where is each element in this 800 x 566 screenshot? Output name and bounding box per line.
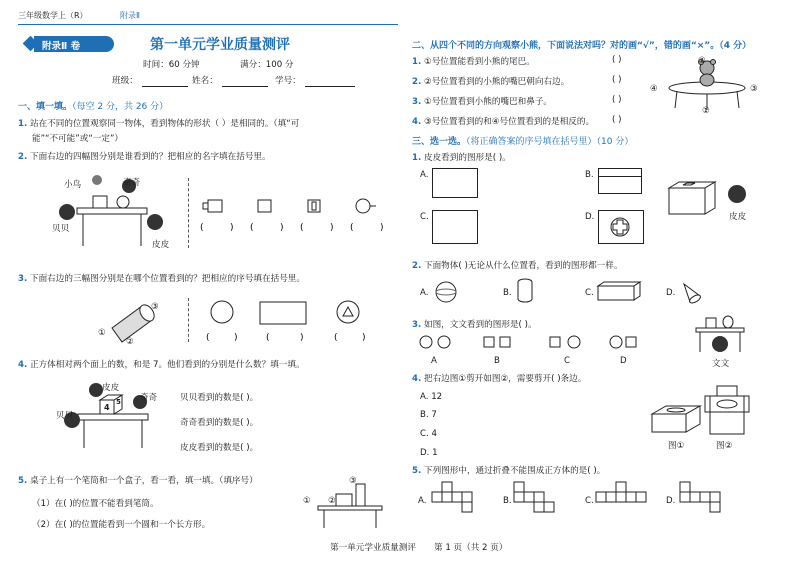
label-bird: 小鸟 xyxy=(64,180,82,190)
p3-q4-fig2 xyxy=(704,384,750,440)
p3-q3-opt-d[interactable]: D xyxy=(620,356,627,366)
view-1-shape xyxy=(208,200,222,212)
p2-item-3-text: ①号位置看到小熊的嘴巴和鼻子。 xyxy=(423,97,553,107)
p2-bear-scene xyxy=(665,56,755,116)
view-1-handle xyxy=(203,203,208,209)
net-top xyxy=(717,386,737,396)
part1-heading xyxy=(18,99,168,112)
p3-q2-cuboid xyxy=(596,280,642,302)
p2-item-1-text: ①号位置能看到小熊的尾巴。 xyxy=(423,57,535,67)
table-leg xyxy=(737,91,739,108)
bear-ear xyxy=(711,60,716,65)
p2-item-3-blank[interactable]: ( ) xyxy=(612,95,622,105)
p2-item-4 xyxy=(412,115,594,127)
answer-paren: ( xyxy=(200,223,204,233)
q5-desk xyxy=(318,506,382,510)
scene-box xyxy=(706,318,716,328)
ball-object xyxy=(117,196,129,208)
box-side xyxy=(705,182,715,214)
p3-q5 xyxy=(412,464,605,476)
view-4-shape xyxy=(356,199,370,213)
answer-paren: ( xyxy=(250,223,254,233)
p2-item-3-num: 3. xyxy=(412,97,422,107)
p1-q4 xyxy=(18,358,305,370)
cube-front-number: 4 xyxy=(104,403,110,412)
bear-pos-3: ③ xyxy=(750,84,758,94)
answer-paren: ) xyxy=(330,223,334,233)
q3-pos-1: ① xyxy=(98,328,106,338)
answer-paren: ( xyxy=(334,333,338,343)
net-d xyxy=(680,482,720,512)
p3-q4-fig2-label: 图② xyxy=(716,441,733,451)
tissue-box-front xyxy=(652,414,686,432)
appendix-badge xyxy=(34,36,114,52)
class-field-label: 班级： xyxy=(112,76,138,86)
p3-q3 xyxy=(412,318,537,330)
p3-q2-opt-d[interactable]: D. xyxy=(666,288,676,298)
footer-title: 第一单元学业质量测评 xyxy=(330,543,416,553)
opt-a-circle xyxy=(438,336,450,348)
p2-item-4-num: 4. xyxy=(412,117,422,127)
p3-q5-nets xyxy=(430,478,760,522)
p1-q2-views xyxy=(200,196,390,240)
answer-paren: ) xyxy=(280,223,284,233)
p1-q1 xyxy=(18,117,299,129)
p3-q2-text: 下面物体( )无论从什么位置看，看到的图形都一样。 xyxy=(423,261,623,271)
p3-q5-opt-c[interactable]: C. xyxy=(585,496,594,506)
beibei-figure xyxy=(59,204,75,220)
answer-paren: ) xyxy=(230,223,234,233)
part3-heading xyxy=(412,134,633,147)
p1-q5 xyxy=(18,474,258,486)
p2-item-2-num: 2. xyxy=(412,77,422,87)
net-opening xyxy=(717,400,737,408)
p3-q2-sphere xyxy=(434,280,458,304)
part3-title: 三、选一选。 xyxy=(412,137,467,147)
badge-diamond-icon xyxy=(23,36,39,52)
q4-label-qiqi: 奇奇 xyxy=(140,393,158,403)
p3-q4-opt-a[interactable]: A. 12 xyxy=(420,392,443,402)
pipi-figure xyxy=(147,214,163,230)
p1-q2-num: 2. xyxy=(18,152,28,162)
answer-paren: ) xyxy=(300,333,304,343)
label-qiqi: 奇奇 xyxy=(123,178,141,188)
label-pipi: 皮皮 xyxy=(152,240,170,250)
header-rule xyxy=(18,24,398,25)
p3-q1-text: 皮皮看到的图形是( )。 xyxy=(423,153,511,163)
p1-q2-text: 下面右边的四幅图分别是谁看到的？把相应的名字填在括号里。 xyxy=(29,152,271,162)
q3-view-circle xyxy=(211,301,233,323)
p1-q1-line1: 站在不同的位置观察同一物体，看到物体的形状（ ）是相同的。（填“可 xyxy=(29,119,300,129)
header-grade: 三年级数学上（R） xyxy=(18,11,88,20)
net-left xyxy=(705,396,710,412)
p2-item-4-blank[interactable]: ( ) xyxy=(612,115,622,125)
p3-q1-label-pipi: 皮皮 xyxy=(729,212,747,222)
p2-item-1 xyxy=(412,55,535,67)
page-title: 第一单元学业质量测评 xyxy=(150,37,290,53)
p2-item-2-blank[interactable]: ( ) xyxy=(612,75,622,85)
net-b xyxy=(514,482,554,512)
p3-q5-num: 5. xyxy=(412,466,422,476)
q5-box xyxy=(336,494,352,506)
p3-q2-opt-b[interactable]: B. xyxy=(503,288,512,298)
cuboid-top xyxy=(598,282,640,286)
net-right xyxy=(744,396,749,412)
name-field-line[interactable] xyxy=(222,86,268,87)
opt-b-square xyxy=(500,337,510,347)
id-field-line[interactable] xyxy=(305,86,355,87)
p3-q1-opt-d[interactable]: D. xyxy=(585,212,595,222)
p3-q1-shape-c xyxy=(432,210,478,244)
p3-q4-opt-d[interactable]: D. 1 xyxy=(420,448,438,458)
p1-q5-num: 5. xyxy=(18,476,28,486)
p3-q2-opt-c[interactable]: C. xyxy=(585,288,594,298)
p1-q1-cont: 能”“不可能”或“一定”） xyxy=(32,134,124,144)
class-field-line[interactable] xyxy=(142,86,188,87)
q3-pos-2: ② xyxy=(126,337,134,347)
p3-q1-shape-b xyxy=(598,168,642,194)
p1-q5-text: 桌子上有一个笔筒和一个盒子，看一看，填一填。（填序号） xyxy=(29,476,258,486)
p3-q4-text: 把右边图①剪开如图②，需要剪开( )条边。 xyxy=(423,374,587,384)
opt-b-square xyxy=(484,337,494,347)
box-front xyxy=(669,188,705,214)
pipi-figure xyxy=(89,383,103,397)
p3-q1-plus-icon xyxy=(609,216,631,238)
bird-figure xyxy=(92,175,102,185)
p3-q1 xyxy=(412,151,511,163)
p2-item-2 xyxy=(412,75,569,87)
p1-q2 xyxy=(18,150,271,162)
view-3-slot xyxy=(312,202,316,210)
q3-divider xyxy=(188,298,189,342)
q5-item-2: （2）在( )的位置能看到一个圆和一个长方形。 xyxy=(32,520,211,530)
p1-q4-num: 4. xyxy=(18,360,28,370)
q5-pos-1: ① xyxy=(303,496,311,506)
pipi-head xyxy=(728,185,746,203)
opt-c-square xyxy=(550,337,560,347)
p3-q3-label-wenwen: 文文 xyxy=(712,359,730,369)
answer-paren: ) xyxy=(380,223,384,233)
opt-d-circle xyxy=(610,336,622,348)
answer-paren: ( xyxy=(206,333,210,343)
q5-penholder xyxy=(356,484,365,506)
answer-paren: ( xyxy=(350,223,354,233)
exam-time: 时间：60 分钟 xyxy=(143,60,200,70)
q5-pos-3: ③ xyxy=(349,476,357,486)
p3-q3-opt-b[interactable]: B xyxy=(494,356,500,366)
cuboid-front xyxy=(598,286,634,300)
net-c xyxy=(596,482,646,502)
answer-paren: ) xyxy=(234,333,238,343)
p3-q3-opt-c[interactable]: C xyxy=(564,356,571,366)
opt-d-square xyxy=(626,337,636,347)
p3-q3-num: 3. xyxy=(412,320,422,330)
view-2-shape xyxy=(258,200,271,212)
p3-q3-opt-a[interactable]: A xyxy=(431,356,437,366)
q4-label-beibei: 贝贝 xyxy=(56,411,74,421)
net-bottom xyxy=(710,412,744,434)
q5-pos-2: ② xyxy=(328,496,336,506)
q2-divider xyxy=(188,178,189,248)
p3-q4-fig1-label: 图① xyxy=(668,441,685,451)
p3-q5-opt-a[interactable]: A. xyxy=(418,496,427,506)
name-field-label: 姓名： xyxy=(192,76,218,86)
p2-item-3 xyxy=(412,95,552,107)
scene-table xyxy=(696,328,744,332)
p3-q5-opt-b[interactable]: B. xyxy=(503,496,512,506)
q5-item-1: （1）在( )的位置不能看到笔筒。 xyxy=(32,499,159,509)
p3-q1-opt-c[interactable]: C. xyxy=(420,212,429,222)
p2-item-1-blank[interactable]: ( ) xyxy=(612,55,622,65)
answer-paren: ( xyxy=(300,223,304,233)
footer-page: 第 1 页（共 2 页） xyxy=(434,543,508,553)
cube-side-number: 5 xyxy=(116,398,121,406)
part1-note: （每空 2 分，共 26 分） xyxy=(72,102,169,112)
bear-body xyxy=(700,74,714,86)
table-top xyxy=(77,208,147,214)
p3-q4-fig1 xyxy=(650,404,702,436)
bear-pos-2: ② xyxy=(698,56,706,66)
p1-q1-num: 1. xyxy=(18,119,28,129)
p2-item-4-text: ③号位置看到的和④号位置看到的是相反的。 xyxy=(423,117,595,127)
header-appendix: 附录Ⅱ xyxy=(120,11,140,20)
p2-item-1-num: 1. xyxy=(412,57,422,67)
table-leg xyxy=(675,91,677,108)
part1-title: 一、填一填。 xyxy=(18,102,73,112)
net-a xyxy=(432,482,472,512)
p3-q1-opt-a[interactable]: A. xyxy=(420,170,429,180)
pipi-figure xyxy=(727,184,747,206)
p3-q4-num: 4. xyxy=(412,374,422,384)
p3-q5-text: 下列图形中，通过折叠不能围成正方体的是( )。 xyxy=(423,466,606,476)
p3-q1-shape-a xyxy=(432,168,478,198)
p1-q3-num: 3. xyxy=(18,274,28,284)
exam-score: 满分：100 分 xyxy=(240,60,294,70)
p1-q4-text: 正方体相对两个面上的数，和是 7。他们看到的分别是什么数？填一填。 xyxy=(29,360,305,370)
part2-heading: 二、从四个不同的方向观察小熊，下面说法对吗？对的画“√”，错的画“×”。（4 分） xyxy=(412,41,752,51)
tissue-box-opening xyxy=(667,408,685,412)
p1-q3-views xyxy=(200,298,380,346)
wenwen-figure xyxy=(712,336,728,352)
p1-q3-text: 下面右边的三幅图分别是在哪个位置看到的？把相应的序号填在括号里。 xyxy=(29,274,305,284)
p3-q3-scene xyxy=(692,312,748,358)
p3-q2-cylinder xyxy=(516,278,536,304)
p3-q4-opt-c[interactable]: C. 4 xyxy=(420,429,437,439)
bear-pos-1: ① xyxy=(702,106,710,116)
q4-answer-beibei: 贝贝看到的数是( )。 xyxy=(180,393,259,403)
opt-a-circle xyxy=(420,336,432,348)
cup-object xyxy=(93,196,107,208)
p2-item-2-text: ②号位置看到的小熊的嘴巴朝向右边。 xyxy=(423,77,570,87)
p3-q2 xyxy=(412,259,623,271)
id-field-label: 学号： xyxy=(275,76,301,86)
label-beibei: 贝贝 xyxy=(52,224,70,234)
desk-top xyxy=(78,414,148,420)
cylinder-side xyxy=(518,282,532,302)
answer-paren: ( xyxy=(266,333,270,343)
sphere-outline xyxy=(436,282,456,302)
p3-q4-opt-b[interactable]: B. 7 xyxy=(420,410,437,420)
p3-q2-num: 2. xyxy=(412,261,422,271)
p3-q4 xyxy=(412,372,586,384)
p3-q5-opt-d[interactable]: D. xyxy=(666,496,676,506)
q3-view-rect xyxy=(260,302,306,324)
p3-q2-opt-a[interactable]: A. xyxy=(420,288,429,298)
badge-label: 附录Ⅱ 卷 xyxy=(42,41,81,52)
p3-q1-box-object xyxy=(665,180,717,218)
answer-paren: ) xyxy=(362,333,366,343)
p3-q3-text: 如图，文文看到的图形是( )。 xyxy=(423,320,537,330)
scene-cylinder xyxy=(723,316,733,328)
p1-q3 xyxy=(18,272,305,284)
opt-c-circle xyxy=(568,336,580,348)
p3-q1-shape-b-line xyxy=(598,176,641,177)
p3-q3-options xyxy=(418,334,638,354)
q4-answer-qiqi: 奇奇看到的数是( )。 xyxy=(180,418,259,428)
p3-q1-num: 1. xyxy=(412,153,422,163)
p3-q1-opt-b[interactable]: B. xyxy=(585,170,594,180)
bear-pos-4: ④ xyxy=(650,84,658,94)
part3-note: （将正确答案的序号填在括号里）（10 分） xyxy=(466,137,634,147)
q4-answer-pipi: 皮皮看到的数是( )。 xyxy=(180,443,259,453)
q4-label-pipi: 皮皮 xyxy=(102,383,120,393)
q3-pos-3: ③ xyxy=(151,302,159,312)
p3-q2-cone xyxy=(678,280,704,304)
